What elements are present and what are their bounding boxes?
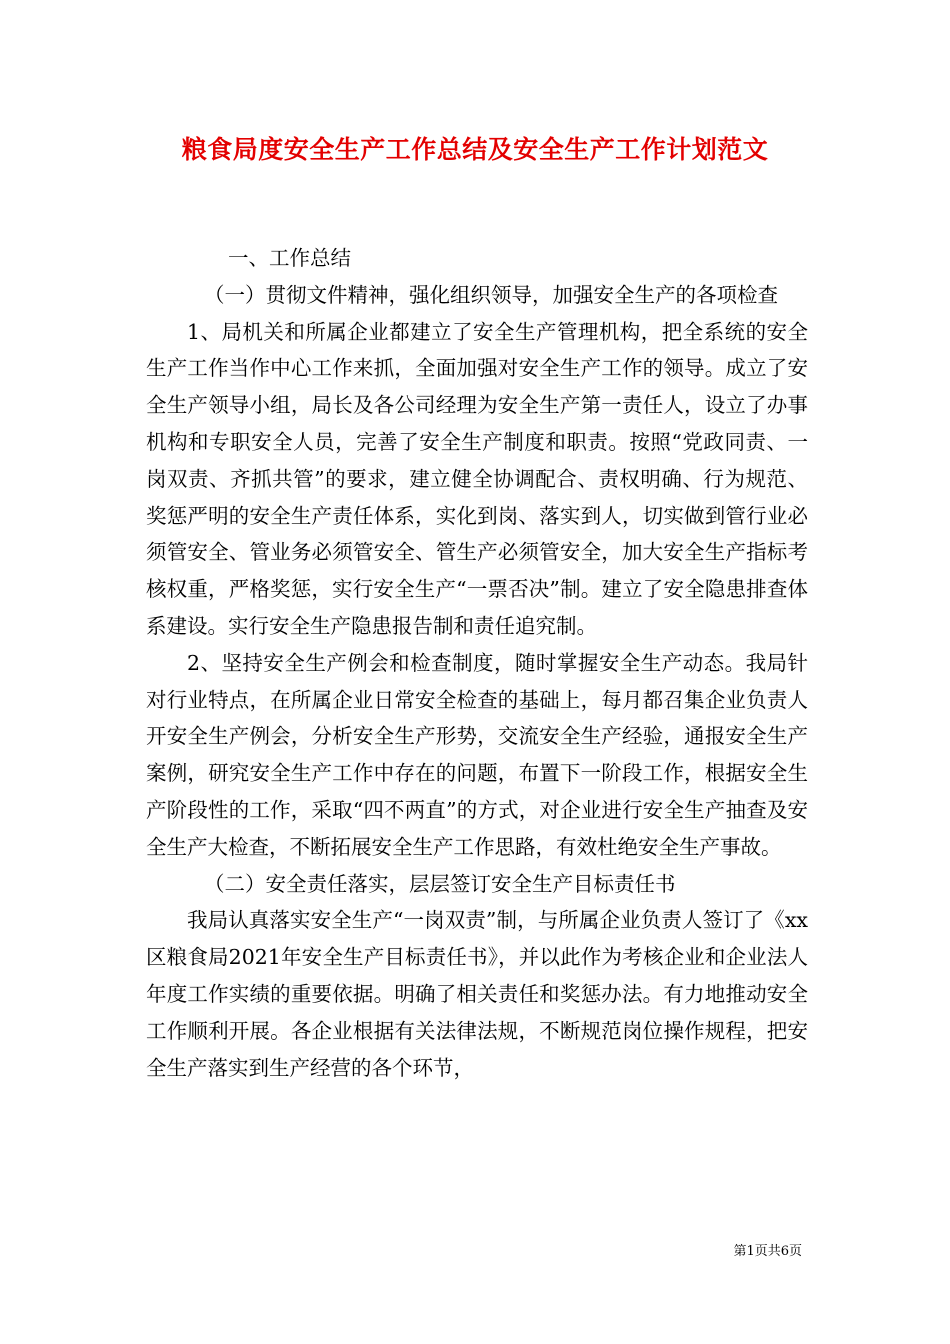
subheading-2: （二）安全责任落实，层层签订安全生产目标责任书 [204,871,676,896]
document-title: 粮食局度安全生产工作总结及安全生产工作计划范文 [181,135,769,164]
section-heading: 一、工作总结 [228,246,351,270]
paragraph-1: 1、局机关和所属企业都建立了安全生产管理机构，把全系统的安全生产工作当作中心工作来抓，全面加强对安全生产工作的领导。成立了安全生产领导小组，局长及各公司经理为安全生产第一责任人，设立了办事机构和专职安全人员，完善了安全生产制度和职责。按照“党政同责、一岗双责、齐抓共管”的要求，建立健全协调配合、责权明确、行为规范、奖惩严明的安全生产责任体系，实化到岗、落实到人，切实做到管行业必须管安全、管业务必须管安全、管生产必须管安全，加大安全生产指标考核权重，严格奖惩，实行安全生产“一票否决”制。建立了安全隐患排查体系建设。实行安全生产隐患报告制和责任追究制。 [146,319,808,638]
subheading-1: （一）贯彻文件精神，强化组织领导，加强安全生产的各项检查 [204,282,778,307]
page-number: 第1页共6页 [733,1244,802,1259]
document-body [146,240,808,1086]
paragraph-3: 我局认真落实安全生产“一岗双责”制，与所属企业负责人签订了《xx区粮食局2021年安全生产目标责任书》，并以此作为考核企业和企业法人年度工作实绩的重要依据。明确了相关责任和奖惩办法。有力地推动安全工作顺利开展。各企业根据有关法律法规，不断规范岗位操作规程，把安全生产落实到生产经营的各个环节， [146,908,808,1080]
paragraph-2: 2、坚持安全生产例会和检查制度，随时掌握安全生产动态。我局针对行业特点，在所属企业日常安全检查的基础上，每月都召集企业负责人开安全生产例会，分析安全生产形势，交流安全生产经验，通报安全生产案例，研究安全生产工作中存在的问题，布置下一阶段工作，根据安全生产阶段性的工作，采取“四不两直”的方式，对企业进行安全生产抽查及安全生产大检查，不断拓展安全生产工作思路，有效杜绝安全生产事故。 [146,650,808,859]
